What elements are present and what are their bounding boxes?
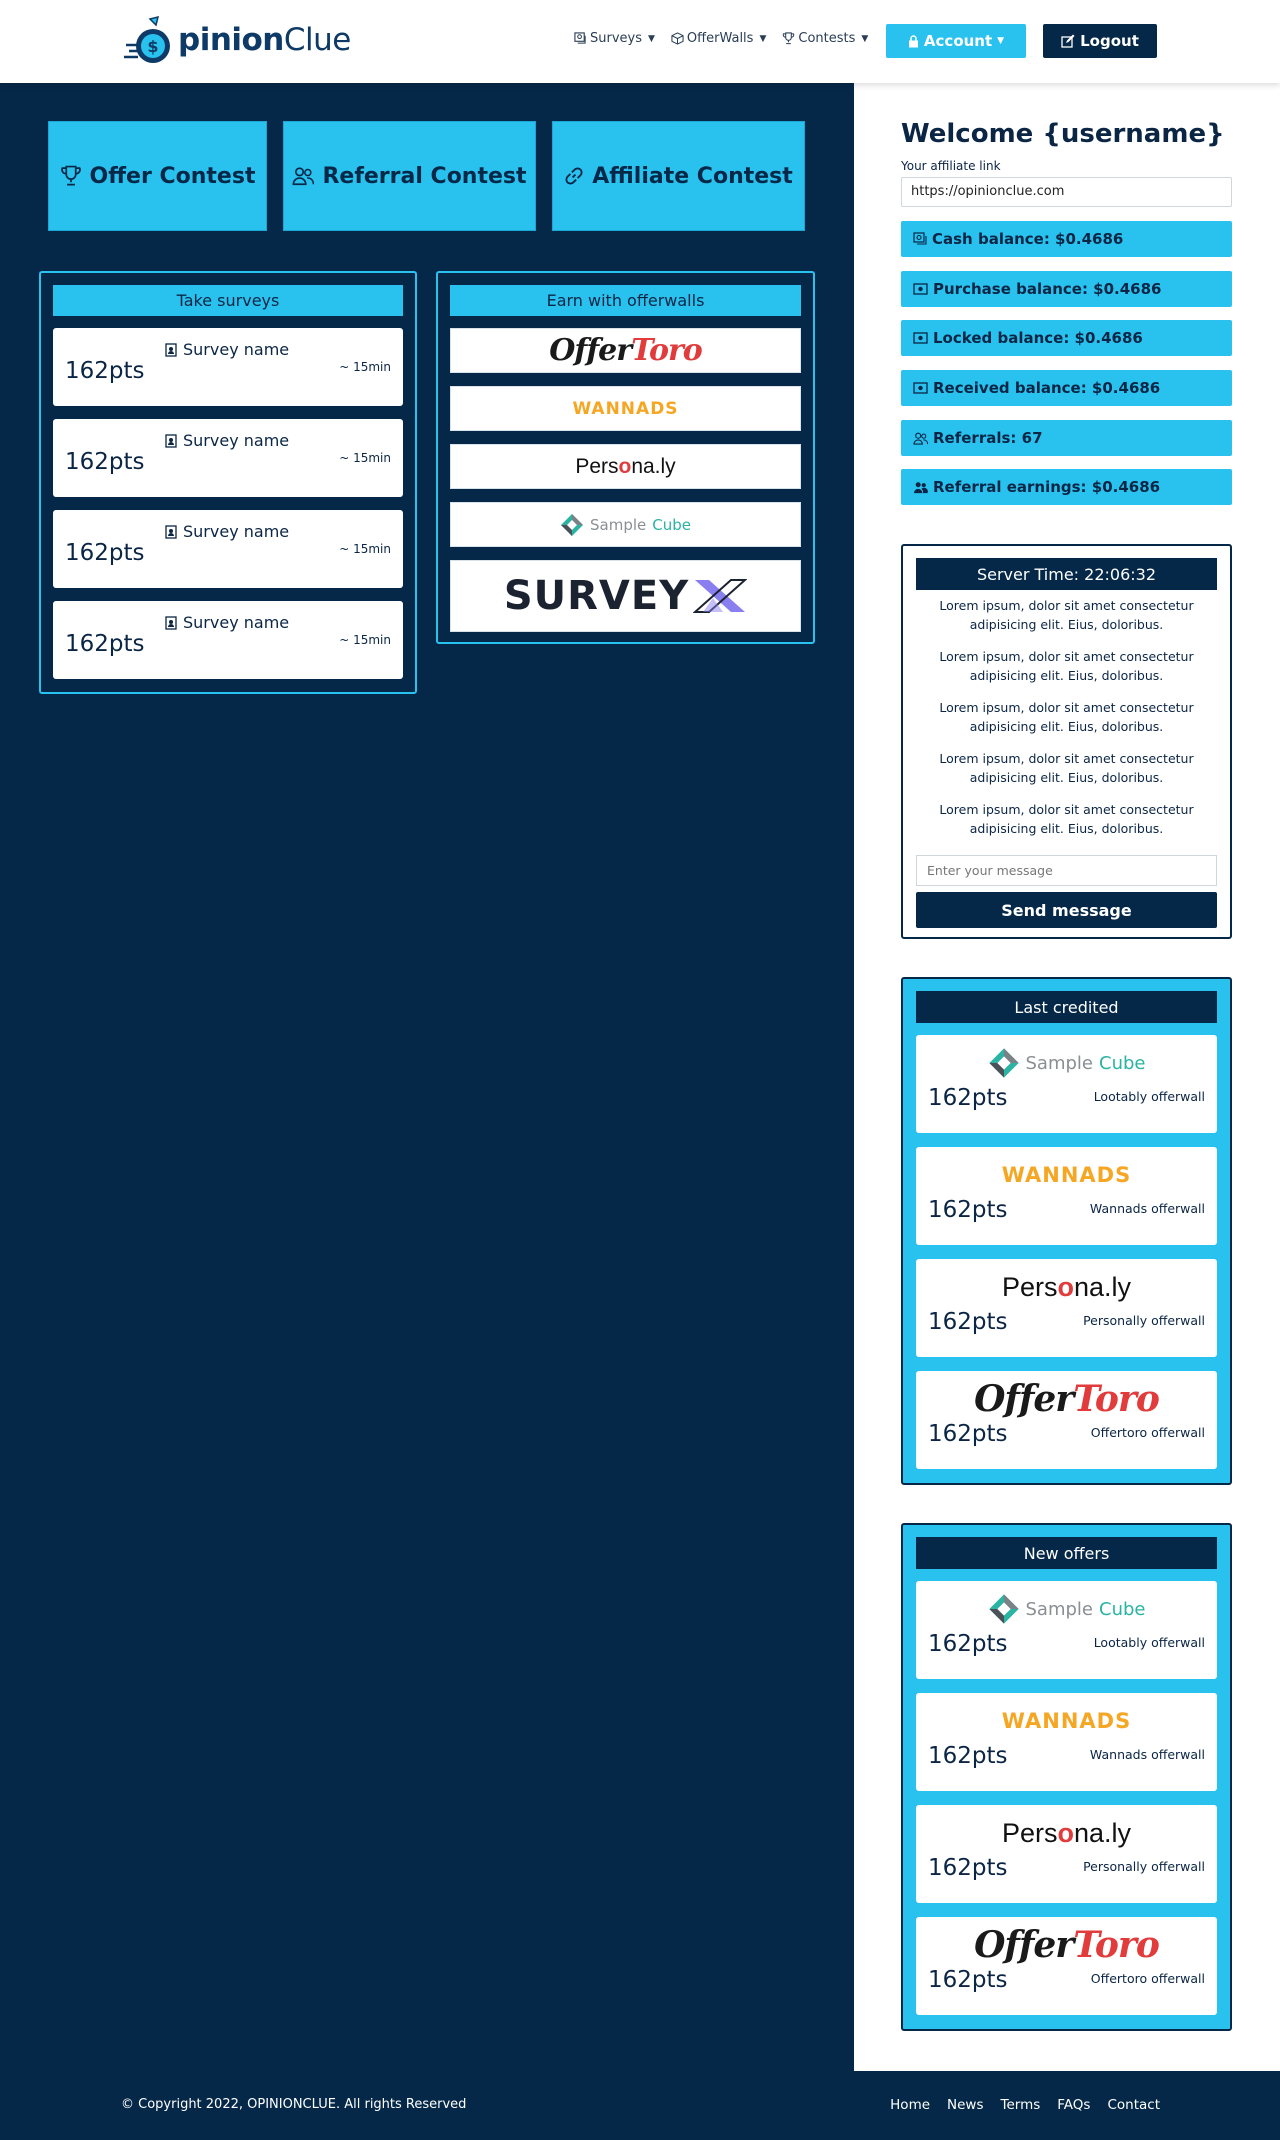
offertoro-logo-b: Toro [1073, 1924, 1159, 1966]
offertoro-logo-a: Offer [974, 1924, 1074, 1966]
personaly-logo [916, 1267, 1217, 1307]
nav-offerwalls-label: OfferWalls [686, 31, 754, 46]
account-label: Account [923, 32, 993, 50]
offer-points: 162pts [928, 1631, 1008, 1657]
last-credited-panel [901, 977, 1232, 1485]
money-icon [913, 283, 928, 295]
users-fill-icon [913, 481, 928, 494]
credited-points: 162pts [928, 1085, 1008, 1111]
contact-card-icon [165, 525, 177, 539]
samplecube-logo [916, 1043, 1217, 1083]
locked-balance [901, 320, 1232, 356]
main-nav [574, 31, 868, 46]
personaly-logo-a: Pers [1001, 1817, 1058, 1848]
survey-duration: ~ 15min [339, 633, 391, 647]
referral-earnings [901, 469, 1232, 505]
credited-offerwall-name: Lootably offerwall [1093, 1089, 1205, 1104]
copyright-text: © Copyright 2022, OPINIONCLUE. All rights Reserved [121, 2097, 467, 2112]
survey-card[interactable] [53, 601, 403, 679]
footer-links [890, 2097, 1160, 2113]
cash-balance-label: Cash balance: $0.4686 [932, 230, 1124, 248]
svg-text:$: $ [147, 37, 159, 56]
purchase-balance [901, 271, 1232, 307]
personaly-logo-a: Pers [1001, 1271, 1058, 1302]
survey-name [165, 340, 289, 359]
surveys-title: Take surveys [53, 285, 403, 316]
credited-offerwall-name: Wannads offerwall [1089, 1201, 1205, 1216]
survey-card[interactable] [53, 419, 403, 497]
affiliate-link-field[interactable]: https://opinionclue.com [901, 177, 1232, 207]
nav-contests-label: Contests [798, 31, 856, 46]
logout-label: Logout [1080, 32, 1139, 50]
credited-card[interactable] [916, 1035, 1217, 1133]
samplecube-logo [560, 513, 691, 537]
received-balance [901, 370, 1232, 406]
personaly-offerwall-card[interactable] [450, 444, 801, 489]
offertoro-logo-text [974, 1378, 1159, 1420]
samplecube-logo-inner [988, 1047, 1146, 1079]
survey-points: 162pts [65, 449, 145, 475]
box-icon [671, 32, 684, 45]
surveyx-logo-text: SURVEY [503, 573, 690, 619]
users-icon [292, 165, 314, 187]
affiliate-contest-label: Affiliate Contest [592, 163, 793, 189]
chevron-down-icon: ▼ [997, 36, 1005, 46]
main-content [0, 83, 854, 2071]
chat-message: Lorem ipsum, dolor sit amet consectetur adipisicing elit. Eius, doloribus. [939, 649, 1194, 683]
personaly-logo [575, 455, 675, 479]
samplecube-offerwall-card[interactable] [450, 502, 801, 547]
affiliate-link-label: Your affiliate link [901, 159, 1001, 173]
personaly-logo-text [1002, 1272, 1131, 1303]
users-icon [913, 432, 928, 445]
offer-card[interactable] [916, 1917, 1217, 2015]
welcome-heading: Welcome {username} [901, 119, 1225, 149]
survey-name-text: Survey name [183, 522, 290, 541]
offertoro-logo-a: Offer [549, 333, 632, 368]
credited-card[interactable] [916, 1147, 1217, 1245]
offer-offerwall-name: Wannads offerwall [1089, 1747, 1205, 1762]
received-balance-label: Received balance: $0.4686 [933, 379, 1161, 397]
wannads-offerwall-card[interactable] [450, 386, 801, 431]
chat-message-input[interactable]: Enter your message [916, 855, 1217, 886]
chat-message: Lorem ipsum, dolor sit amet consectetur adipisicing elit. Eius, doloribus. [939, 802, 1194, 836]
samplecube-logo [916, 1589, 1217, 1629]
referrals-label: Referrals: 67 [933, 429, 1043, 447]
personaly-logo-b: na.ly [631, 454, 676, 478]
chat-box [901, 544, 1232, 939]
wannads-logo [916, 1155, 1217, 1195]
trophy-icon [782, 32, 795, 45]
survey-card[interactable] [53, 328, 403, 406]
chevron-down-icon: ▼ [861, 33, 869, 44]
samplecube-logo-b: Cube [652, 515, 691, 534]
survey-duration: ~ 15min [339, 451, 391, 465]
offertoro-logo [916, 1379, 1217, 1419]
survey-duration: ~ 15min [339, 542, 391, 556]
lock-icon [908, 35, 919, 48]
wannads-logo: WANNADS [572, 398, 679, 419]
samplecube-logo-b: Cube [1099, 1598, 1146, 1620]
personaly-logo [916, 1813, 1217, 1853]
personaly-logo-o: o [618, 454, 632, 478]
money-icon [913, 332, 928, 344]
samplecube-logo-a: Sample [1025, 1598, 1093, 1620]
footer-link-terms[interactable]: Terms [1000, 2097, 1041, 2113]
personaly-logo-b: na.ly [1073, 1817, 1132, 1848]
footer-link-news[interactable]: News [947, 2097, 984, 2113]
referral-earnings-label: Referral earnings: $0.4686 [933, 478, 1161, 496]
survey-name [165, 613, 289, 632]
offerwalls-title: Earn with offerwalls [450, 285, 801, 316]
personaly-logo-o: o [1057, 1817, 1074, 1848]
server-time: Server Time: 22:06:32 [916, 558, 1217, 590]
logo-light: Clue [283, 22, 351, 58]
offer-card[interactable] [916, 1693, 1217, 1791]
chevron-down-icon: ▼ [648, 33, 655, 44]
survey-name-text: Survey name [183, 613, 290, 632]
cube-logo-icon [988, 1047, 1020, 1079]
offertoro-logo-a: Offer [974, 1378, 1074, 1420]
credited-offerwall-name: Offertoro offerwall [1090, 1425, 1205, 1440]
offerwalls-panel [436, 271, 815, 644]
survey-name-text: Survey name [183, 340, 290, 359]
nav-surveys-label: Surveys [590, 31, 642, 46]
referral-contest-label: Referral Contest [322, 163, 527, 189]
samplecube-logo-a: Sample [590, 515, 647, 534]
personaly-logo-b: na.ly [1073, 1271, 1132, 1302]
offer-contest-label: Offer Contest [89, 163, 256, 189]
page-footer [0, 2071, 1280, 2140]
referral-contest-button[interactable] [283, 121, 536, 231]
contact-card-icon [165, 343, 177, 357]
credited-points: 162pts [928, 1197, 1008, 1223]
offertoro-logo-b: Toro [631, 333, 702, 368]
offer-contest-button[interactable] [48, 121, 267, 231]
top-header [0, 0, 1280, 83]
contact-card-icon [165, 434, 177, 448]
affiliate-contest-button[interactable] [552, 121, 805, 231]
footer-link-home[interactable]: Home [890, 2097, 931, 2113]
chat-message: Lorem ipsum, dolor sit amet consectetur adipisicing elit. Eius, doloribus. [939, 700, 1194, 734]
survey-points: 162pts [65, 540, 145, 566]
footer-link-faqs[interactable]: FAQs [1057, 2097, 1091, 2113]
surveyx-logo [504, 573, 747, 619]
logout-button[interactable] [1043, 24, 1157, 58]
personaly-logo-a: Pers [575, 454, 619, 478]
send-message-button[interactable]: Send message [916, 892, 1217, 928]
site-logo[interactable] [124, 12, 351, 68]
edit-icon [1061, 34, 1075, 48]
chat-message: Lorem ipsum, dolor sit amet consectetur adipisicing elit. Eius, doloribus. [939, 751, 1194, 785]
samplecube-logo-a: Sample [1025, 1052, 1093, 1074]
credited-card[interactable] [916, 1371, 1217, 1469]
personaly-logo-o: o [1057, 1271, 1074, 1302]
offertoro-logo-b: Toro [1073, 1378, 1159, 1420]
survey-card[interactable] [53, 510, 403, 588]
account-button[interactable] [886, 24, 1026, 58]
offer-points: 162pts [928, 1967, 1008, 1993]
nav-contests[interactable] [782, 31, 868, 46]
x-mark-icon [693, 578, 747, 614]
survey-icon [574, 32, 587, 45]
surveys-panel [39, 271, 417, 694]
link-icon [564, 166, 584, 186]
new-offers-panel [901, 1523, 1232, 2031]
offer-card[interactable] [916, 1581, 1217, 1679]
offertoro-offerwall-card[interactable] [450, 328, 801, 373]
offertoro-logo [916, 1925, 1217, 1965]
samplecube-logo-b: Cube [1099, 1052, 1146, 1074]
cube-logo-icon [988, 1593, 1020, 1625]
offertoro-logo-text [974, 1924, 1159, 1966]
cube-logo-icon [560, 513, 584, 537]
survey-duration: ~ 15min [339, 360, 391, 374]
survey-name [165, 431, 289, 450]
offer-points: 162pts [928, 1743, 1008, 1769]
purchase-balance-label: Purchase balance: $0.4686 [933, 280, 1162, 298]
wannads-logo-text: WANNADS [1001, 1709, 1132, 1733]
surveyx-offerwall-card[interactable] [450, 560, 801, 632]
offer-offerwall-name: Lootably offerwall [1093, 1635, 1205, 1650]
chat-message: Lorem ipsum, dolor sit amet consectetur adipisicing elit. Eius, doloribus. [939, 598, 1194, 632]
offer-card[interactable] [916, 1805, 1217, 1903]
locked-balance-label: Locked balance: $0.4686 [933, 329, 1143, 347]
new-offers-title: New offers [916, 1537, 1217, 1569]
offer-offerwall-name: Personally offerwall [1083, 1859, 1205, 1874]
trophy-icon [60, 165, 82, 187]
survey-name-text: Survey name [183, 431, 290, 450]
logo-wordmark [178, 22, 351, 58]
money-icon [913, 382, 928, 394]
offertoro-logo [549, 333, 702, 368]
wannads-logo-text: WANNADS [1001, 1163, 1132, 1187]
nav-surveys[interactable] [574, 31, 655, 46]
survey-points: 162pts [65, 631, 145, 657]
last-credited-title: Last credited [916, 991, 1217, 1023]
money-bag-logo-icon [124, 15, 174, 65]
credited-points: 162pts [928, 1421, 1008, 1447]
footer-link-contact[interactable]: Contact [1107, 2097, 1160, 2113]
logo-bold: pinion [178, 22, 284, 58]
cash-icon [913, 232, 927, 246]
offer-points: 162pts [928, 1855, 1008, 1881]
chevron-down-icon: ▼ [759, 33, 767, 44]
contact-card-icon [165, 616, 177, 630]
personaly-logo-text [1002, 1818, 1131, 1849]
survey-points: 162pts [65, 358, 145, 384]
nav-offerwalls[interactable] [671, 31, 766, 46]
survey-name [165, 522, 289, 541]
right-sidebar [854, 83, 1280, 2071]
samplecube-logo-inner [988, 1593, 1146, 1625]
wannads-logo [916, 1701, 1217, 1741]
offer-offerwall-name: Offertoro offerwall [1090, 1971, 1205, 1986]
credited-points: 162pts [928, 1309, 1008, 1335]
credited-offerwall-name: Personally offerwall [1083, 1313, 1205, 1328]
cash-balance [901, 221, 1232, 257]
credited-card[interactable] [916, 1259, 1217, 1357]
referrals-count [901, 420, 1232, 456]
